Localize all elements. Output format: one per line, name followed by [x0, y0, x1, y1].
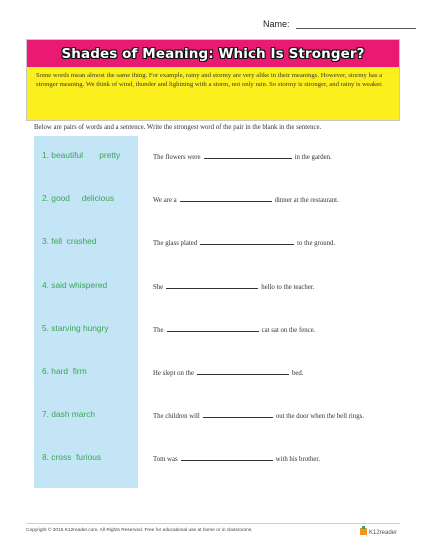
sentence-end: with his brother. — [275, 456, 321, 464]
sentence-end: out the door when the bell rings. — [275, 413, 364, 421]
name-label: Name: — [263, 19, 290, 29]
sentence-start: We are a — [153, 197, 177, 205]
copyright-text: Copyright © 2015 K12reader.com. All Rights Reserved. Free for educational use at home or in classrooms. — [26, 528, 253, 533]
sentence-end: bed. — [291, 370, 304, 377]
sentence-start: The flowers were — [153, 154, 201, 161]
sentence-end: cat sat on the fence. — [261, 326, 316, 334]
word-pair: 4. said whispered — [42, 279, 108, 290]
word-pairs-column — [34, 136, 138, 488]
sentence-start: The children will — [153, 413, 200, 421]
sentence — [153, 195, 339, 204]
directions-text: Below are pairs of words and a sentence. Write the strongest word of the pair in the blank in the sentence. — [34, 124, 322, 131]
word-pair: 6. hard firm — [42, 366, 87, 376]
word-pair: 2. good delicious — [42, 193, 115, 204]
word-pair: 3. fell crashed — [42, 236, 97, 247]
logo-leaf — [362, 526, 365, 529]
sentence — [153, 454, 320, 463]
sentence-start: The glass plated — [153, 240, 198, 248]
word-pair: 7. dash march — [42, 409, 96, 420]
intro-paragraph: Some words mean almost the same thing. For example, rainy and stormy are very alike in their meanings. However, stormy has a stronger meaning. We think of wind, thunder and lightning with a storm, not only rain. So stormy is stronger, and rainy is weaker. — [27, 67, 399, 120]
sentence — [153, 238, 335, 247]
sentence — [153, 368, 303, 377]
answer-blank[interactable] — [166, 282, 258, 289]
sentence — [153, 325, 315, 334]
sentence — [153, 411, 364, 420]
logo-mark — [360, 528, 367, 535]
sentence-end: in the garden. — [294, 154, 332, 161]
answer-blank[interactable] — [197, 368, 289, 375]
header-box — [26, 39, 400, 121]
word-pair: 1. beautiful pretty — [42, 150, 121, 160]
logo-text: K12reader — [369, 530, 398, 536]
sentence-end: hello to the teacher. — [261, 283, 315, 291]
sentence-start: Tom was — [153, 456, 178, 464]
sentence-start: The — [153, 326, 164, 334]
sentence-end: to the ground. — [297, 240, 336, 248]
sentence-start: She — [153, 283, 164, 291]
answer-blank[interactable] — [200, 238, 294, 245]
sentence — [153, 282, 314, 291]
worksheet-title: Shades of Meaning: Which Is Stronger? — [61, 45, 365, 62]
answer-blank[interactable] — [181, 454, 273, 461]
answer-blank[interactable] — [180, 195, 272, 202]
sentence-start: He slept on the — [153, 370, 194, 377]
title-bar — [27, 40, 399, 67]
word-pair: 8. cross furious — [42, 452, 102, 463]
name-row — [263, 19, 416, 29]
answer-blank[interactable] — [203, 411, 273, 418]
sentence — [153, 152, 332, 161]
word-pair: 5. starving hungry — [42, 322, 109, 333]
answer-blank[interactable] — [167, 325, 259, 332]
footer-divider — [26, 523, 400, 524]
answer-blank[interactable] — [204, 152, 292, 159]
sentence-end: dinner at the restaurant. — [274, 197, 339, 205]
name-blank-line[interactable] — [296, 20, 416, 29]
k12reader-logo — [360, 526, 402, 536]
